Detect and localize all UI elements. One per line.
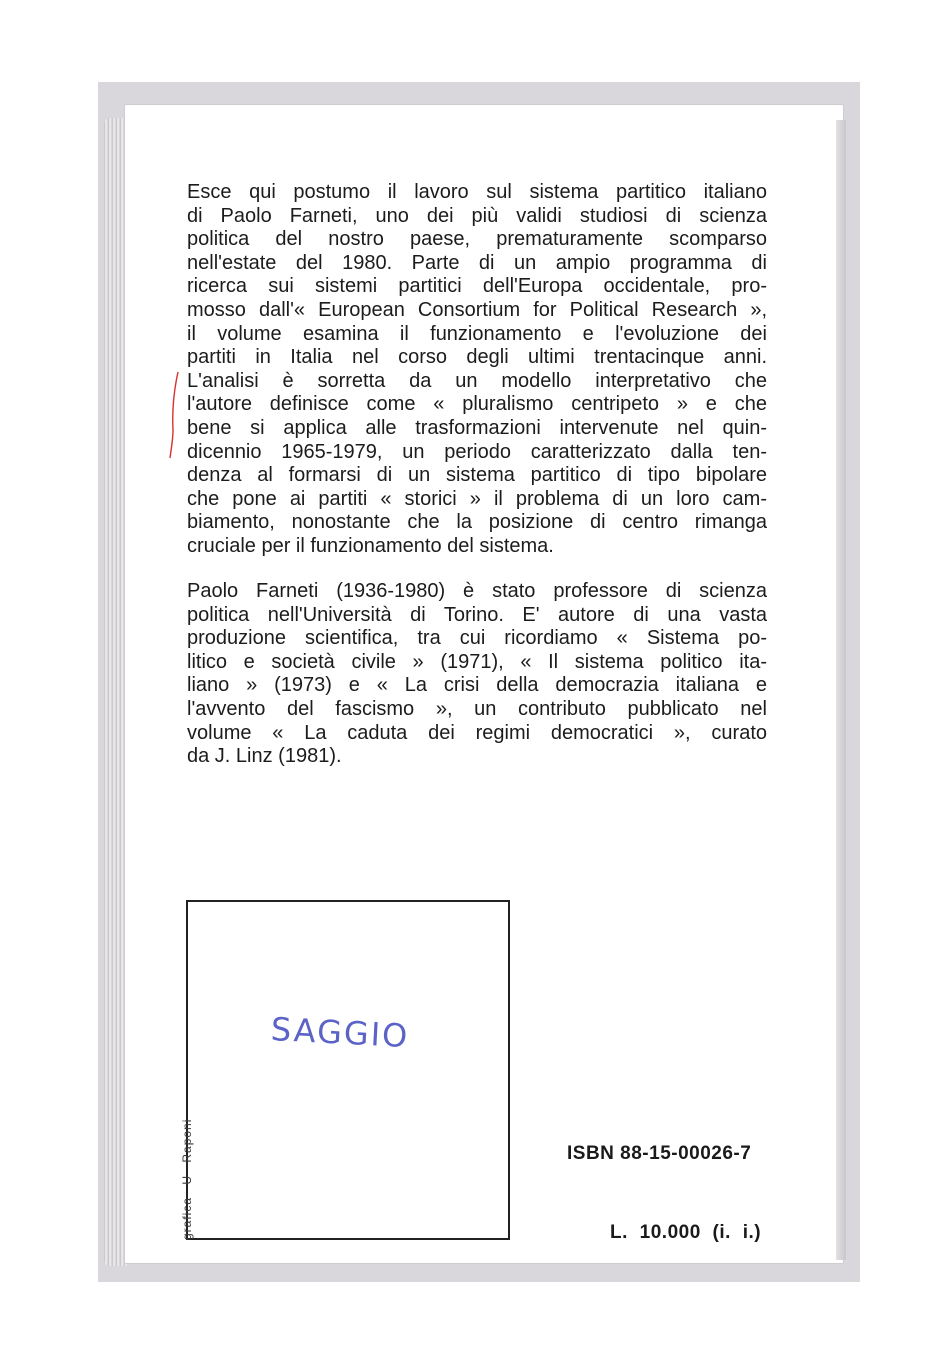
isbn: ISBN 88-15-00026-7 bbox=[567, 1143, 752, 1164]
text-line: produzione scientifica, tra cui ricordiamo « Sistema po- bbox=[187, 627, 767, 650]
text-line: litico e società civile » (1971), « Il sistema politico ita- bbox=[187, 650, 767, 673]
pen-mark bbox=[168, 370, 180, 460]
text-line: Esce qui postumo il lavoro sul sistema partitico italiano bbox=[187, 181, 767, 203]
text-line: l'autore definisce come « pluralismo centripeto » e che bbox=[187, 393, 767, 416]
text-line: biamento, nonostante che la posizione di centro rimanga bbox=[187, 511, 767, 534]
description-paragraph bbox=[187, 181, 767, 559]
text-line: l'avvento del fascismo », un contributo pubblicato nel bbox=[187, 697, 767, 720]
text-line: dicennio 1965-1979, un periodo caratterizzato dalla ten- bbox=[187, 440, 767, 463]
text-line: partiti in Italia nel corso degli ultimi trentacinque anni. bbox=[187, 346, 767, 369]
author-bio-paragraph bbox=[187, 580, 767, 769]
text-line: il volume esamina il funzionamento e l'evoluzione dei bbox=[187, 322, 767, 345]
text-line: mosso dall'« European Consortium for Political Research », bbox=[187, 298, 767, 321]
design-credit: grafica U Raponi bbox=[180, 1118, 194, 1240]
cover-edge bbox=[836, 120, 846, 1260]
price: L. 10.000 (i. i.) bbox=[610, 1222, 762, 1243]
text-line: L'analisi è sorretta da un modello interpretativo che bbox=[187, 369, 767, 392]
text-line: politica del nostro paese, prematuramente scomparso bbox=[187, 228, 767, 251]
barcode-box bbox=[186, 900, 510, 1240]
text-line: cruciale per il funzionamento del sistema. bbox=[187, 534, 554, 557]
text-line: di Paolo Farneti, uno dei più validi studiosi di scienza bbox=[187, 204, 767, 227]
saggio-stamp: SAGGIO bbox=[270, 1010, 411, 1056]
text-line: politica nell'Università di Torino. E' autore di una vasta bbox=[187, 603, 767, 626]
text-line: denza al formarsi di un sistema partitico di tipo bipolare bbox=[187, 464, 767, 487]
text-line: bene si applica alle trasformazioni intervenute nel quin- bbox=[187, 416, 767, 439]
text-line: liano » (1973) e « La crisi della democrazia italiana e bbox=[187, 674, 767, 697]
text-line: che pone ai partiti « storici » il problema di un loro cam- bbox=[187, 487, 767, 510]
text-line: ricerca sui sistemi partitici dell'Europa occidentale, pro- bbox=[187, 275, 767, 298]
text-line: nell'estate del 1980. Parte di un ampio programma di bbox=[187, 251, 767, 274]
text-line: da J. Linz (1981). bbox=[187, 745, 342, 768]
text-line: Paolo Farneti (1936-1980) è stato professore di scienza bbox=[187, 580, 767, 602]
text-line: volume « La caduta dei regimi democratici », curato bbox=[187, 721, 767, 744]
